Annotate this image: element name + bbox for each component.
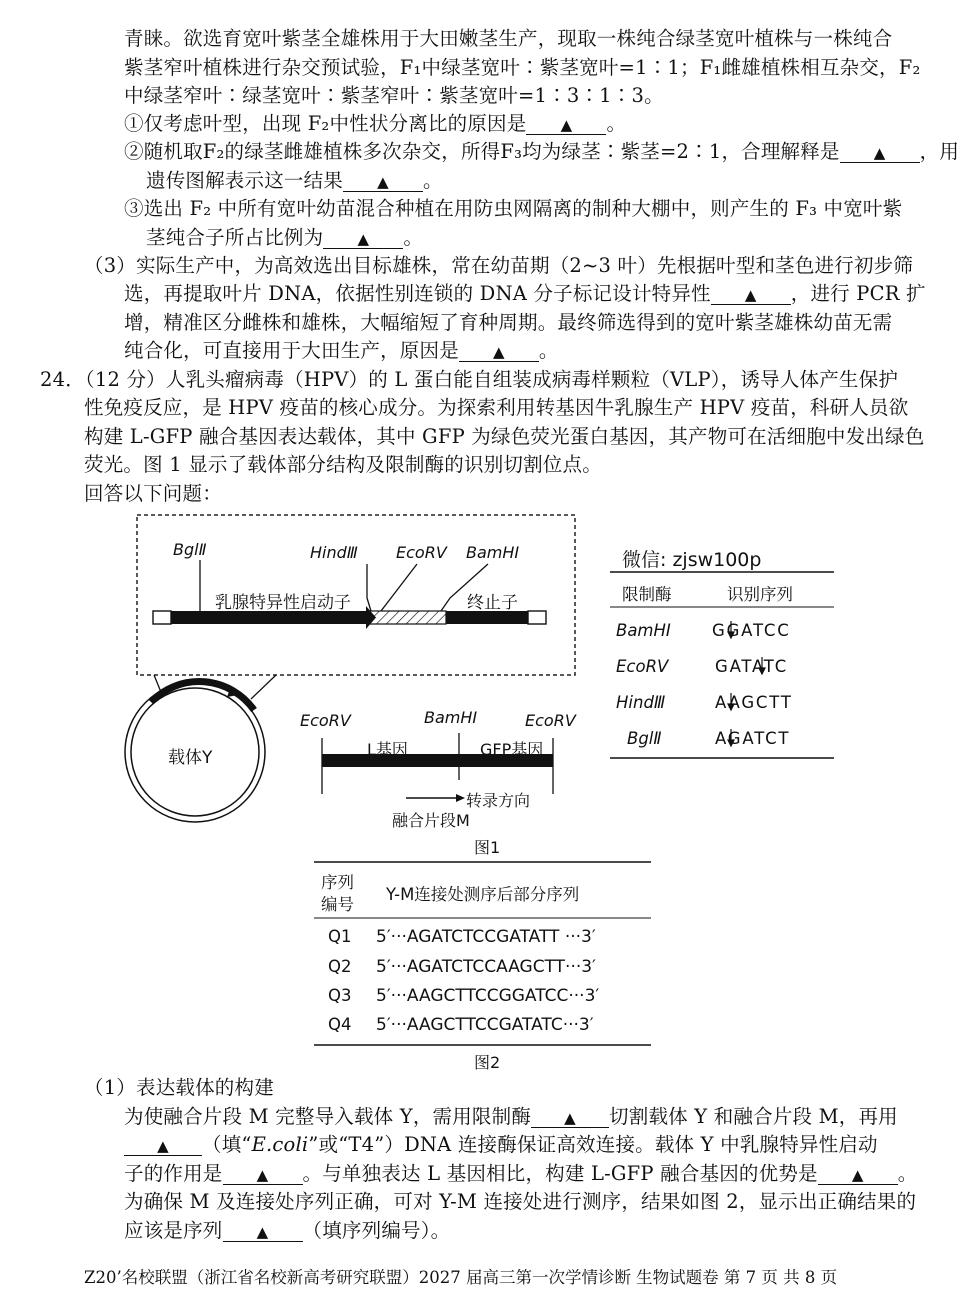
- enzyme-sequence: GATATC: [715, 657, 789, 676]
- triangle-icon: ▲: [256, 1166, 269, 1184]
- text-line: 性免疫反应，是 HPV 疫苗的核心成分。为探索利用转基因牛乳腺生产 HPV 疫苗，科研人员欲: [84, 396, 909, 419]
- triangle-icon: ▲: [744, 286, 757, 304]
- answer-blank[interactable]: [818, 1162, 898, 1185]
- answer-blank[interactable]: [223, 1219, 303, 1242]
- question-text: ，进行 PCR 扩: [790, 282, 926, 305]
- fig2-header: Y-M连接处测序后部分序列: [386, 885, 580, 904]
- figure-1-caption: 图1: [474, 838, 501, 857]
- text-line: 青睐。欲选育宽叶紫茎全雄株用于大田嫩茎生产，现取一株纯合绿茎宽叶植株与一株纯合: [124, 27, 893, 50]
- question-text: 遗传图解表示这一结果: [146, 169, 344, 192]
- question-text: 子的作用是: [124, 1162, 223, 1185]
- sequence-value: 5′···AGATCTCCGATATT ···3′: [376, 927, 596, 947]
- terminator-label: 终止子: [467, 593, 518, 613]
- triangle-icon: ▲: [377, 173, 389, 191]
- question-text: 为使融合片段 M 完整导入载体 Y，需用限制酶: [124, 1105, 532, 1128]
- sequence-value: 5′···AAGCTTCCGATATC···3′: [376, 1015, 594, 1035]
- text-line: 中绿茎窄叶∶绿茎宽叶∶紫茎窄叶∶紫茎宽叶=1∶3∶1∶3。: [124, 84, 664, 107]
- question-text: ，用: [919, 140, 960, 163]
- question-text: ②随机取F₂的绿茎雌雄植株多次杂交，所得F₃均为绿茎∶紫茎=2∶1，合理解释是: [124, 140, 840, 163]
- ecor-label: EcoRⅤ: [396, 543, 447, 562]
- triangle-icon: ▲: [256, 1223, 269, 1241]
- question-text: 。: [403, 226, 424, 249]
- bgl-label: BglⅡ: [173, 540, 207, 559]
- answer-blank[interactable]: [531, 1105, 609, 1128]
- bam-mid-label: BamHⅠ: [424, 708, 478, 727]
- question-text: 。: [538, 339, 559, 362]
- answer-blank[interactable]: [223, 1162, 303, 1185]
- enzyme-table-header: 识别序列: [727, 585, 793, 604]
- vector-label: 载体Y: [168, 748, 213, 768]
- enzyme-name: HindⅢ: [616, 693, 666, 712]
- question-line: [124, 1217, 450, 1245]
- sequence-value: 5′···AAGCTTCCGGATCC···3′: [376, 986, 600, 1006]
- promoter-label: 乳腺特异性启动子: [215, 593, 351, 613]
- answer-blank[interactable]: [124, 1133, 202, 1156]
- triangle-icon: ▲: [564, 1109, 576, 1127]
- hind-label: HindⅢ: [310, 543, 358, 562]
- question-text: 选，再提取叶片 DNA，依据性别连锁的 DNA 分子标记设计特异性: [124, 282, 711, 305]
- text-line: 紫茎窄叶植株进行杂交预试验，F₁中绿茎宽叶∶紫茎宽叶=1∶1；F₁雌雄植株相互杂交，F₂: [124, 56, 921, 79]
- page-footer: Z20’名校联盟（浙江省名校新高考研究联盟）2027 届高三第一次学情诊断 生物试题卷 第 7 页 共 8 页: [84, 1268, 838, 1287]
- question-line: [124, 1160, 917, 1188]
- question-line: [124, 1131, 878, 1159]
- enzyme-name: BamHⅠ: [616, 621, 671, 640]
- ecor-right-label: EcoRⅤ: [525, 711, 576, 730]
- lgene-label: L基因: [367, 740, 408, 759]
- triangle-icon: ▲: [493, 343, 505, 361]
- figure-2-caption: 图2: [474, 1053, 501, 1072]
- text-line: 荧光。图 1 显示了载体部分结构及限制酶的识别切割位点。: [84, 453, 602, 476]
- question-text: 。与单独表达 L 基因相比，构建 L-GFP 融合基因的优势是: [302, 1162, 818, 1185]
- enzyme-sequence: AAGCTT: [715, 693, 793, 712]
- fig2-header: 编号: [321, 895, 354, 914]
- triangle-icon: ▲: [560, 116, 573, 134]
- enzyme-name: BglⅡ: [627, 729, 662, 748]
- question-text: 切割载体 Y 和融合片段 M，再用: [609, 1105, 898, 1128]
- question-text: 应该是序列: [124, 1219, 223, 1242]
- question-24-line: 24．（12 分）人乳头瘤病毒（HPV）的 L 蛋白能自组装成病毒样颗粒（VLP），诱导人体产生保护: [40, 368, 899, 391]
- enzyme-name: EcoRⅤ: [616, 657, 669, 676]
- triangle-icon: ▲: [357, 230, 370, 248]
- triangle-icon: ▲: [851, 1166, 864, 1184]
- triangle-icon: ▲: [157, 1137, 169, 1155]
- direction-label: 转录方向: [466, 791, 531, 810]
- question-text: 。: [423, 169, 443, 192]
- wechat-watermark: 微信: zjsw100p: [622, 549, 762, 571]
- ecor-site-line: [381, 564, 417, 611]
- ecoli-text: E.coli: [251, 1133, 309, 1156]
- text-line: （3）实际生产中，为高效选出目标雄株，常在幼苗期（2~3 叶）先根据叶型和茎色进行初步筛: [84, 254, 914, 277]
- zoom-line-right: [251, 675, 276, 699]
- sequence-id: Q4: [328, 1015, 352, 1034]
- enzyme-table-header: 限制酶: [622, 585, 672, 604]
- question-text: 纯合化，可直接用于大田生产，原因是: [124, 339, 459, 362]
- text-line: 构建 L-GFP 融合基因表达载体，其中 GFP 为绿色荧光蛋白基因，其产物可在活细胞中发出绿色: [84, 425, 925, 448]
- question-text: 。: [606, 112, 627, 135]
- text-line: 为确保 M 及连接处序列正确，可对 Y-M 连接处进行测序，结果如图 2，显示出正确结果的: [124, 1190, 917, 1213]
- bar-left-end: [153, 611, 171, 624]
- enzyme-sequence: GGATCC: [712, 621, 791, 640]
- text-line: 回答以下问题：: [84, 482, 222, 505]
- ecor-left-label: EcoRⅤ: [300, 711, 351, 730]
- sequence-value: 5′···AGATCTCCAAGCTT···3′: [376, 957, 596, 977]
- insert-region: [370, 611, 446, 624]
- question-line: ③选出 F₂ 中所有宽叶幼苗混合种植在用防虫网隔离的制种大棚中，则产生的 F₃ 中宽叶紫: [124, 197, 903, 220]
- direction-arrow-icon: [456, 794, 465, 802]
- sequence-id: Q1: [328, 927, 352, 946]
- question-text: ①仅考虑叶型，出现 F₂中性状分离比的原因是: [124, 112, 527, 135]
- gfp-label: GFP基因: [480, 740, 544, 759]
- question-line: [124, 1103, 898, 1131]
- sequence-id: Q3: [328, 986, 352, 1005]
- question-text: 。: [897, 1162, 918, 1185]
- fragment-label: 融合片段M: [392, 811, 470, 830]
- text-line: 增，精准区分雌株和雄株，大幅缩短了育种周期。最终筛选得到的宽叶紫茎雄株幼苗无需: [124, 311, 893, 334]
- question-text: （填“: [202, 1133, 252, 1156]
- question-text: ”或“T4”）DNA 连接酶保证高效连接。载体 Y 中乳腺特异性启动: [308, 1133, 878, 1156]
- part-1-title: （1）表达载体的构建: [84, 1076, 274, 1099]
- bar-right-end: [528, 611, 546, 624]
- bam-label: BamHⅠ: [466, 543, 520, 562]
- sequence-id: Q2: [328, 957, 352, 976]
- fig2-header: 序列: [321, 873, 354, 892]
- enzyme-sequence: AGATCT: [715, 729, 791, 748]
- hind-site-line: [367, 564, 371, 611]
- triangle-icon: ▲: [873, 144, 886, 162]
- question-text: 茎纯合子所占比例为: [146, 226, 324, 249]
- question-text: （填序列编号）。: [302, 1219, 451, 1242]
